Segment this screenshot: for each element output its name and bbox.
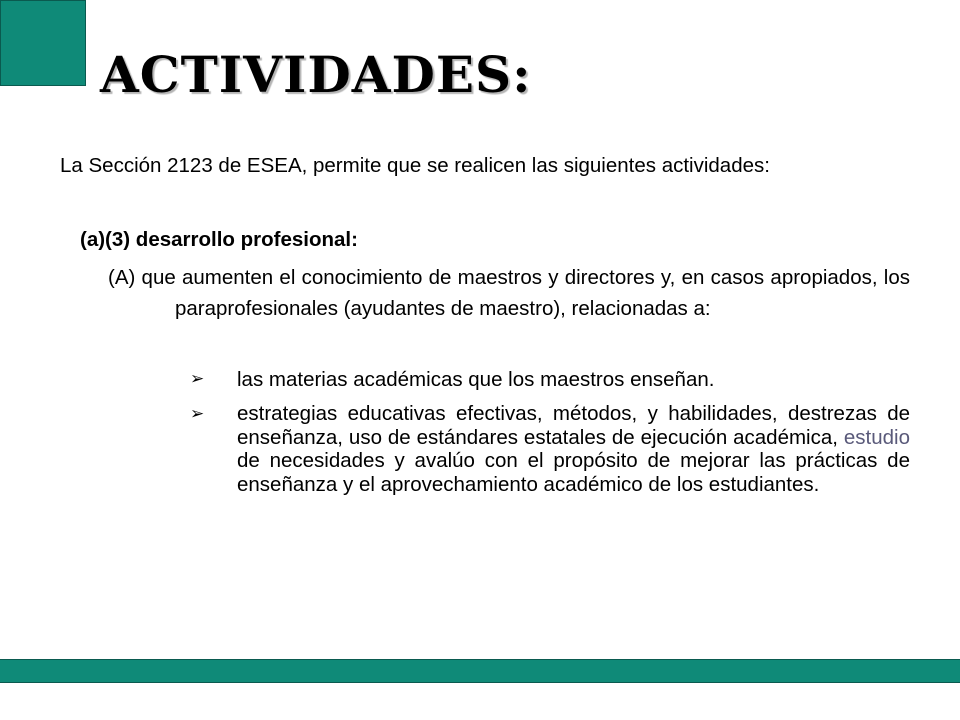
corner-accent-square [0,0,86,86]
footer-accent-bar [0,659,960,683]
bullet-text: las materias académicas que los maestros enseñan. [237,368,715,391]
bullet-list [190,364,910,503]
highlighted-text: estudio [843,425,910,449]
slide-title: ACTIVIDADES: [100,45,532,104]
item-a-paragraph: (A) que aumenten el conocimiento de maestros y directores y, en casos apropiados, los paraprofesionales (ayudantes de maestro), relacionadas a: [108,266,910,320]
bullet-text [237,402,910,496]
intro-paragraph: La Sección 2123 de ESEA, permite que se realicen las siguientes actividades: [60,154,770,177]
section-heading: (a)(3) desarrollo profesional: [80,228,358,251]
arrow-bullet-icon: ➢ [190,369,205,389]
bullet-text-start: estrategias educativas efectivas, métodos, y habilidades, destrezas de enseñanza, uso de estándares estatales de ejecución académica, [237,402,910,449]
arrow-bullet-icon: ➢ [190,404,205,424]
bullet-text-end: de necesidades y avalúo con el propósito de mejorar las prácticas de enseñanza y el aprovechamiento académico de los estudiantes. [237,449,910,496]
list-item [190,364,910,395]
list-item [190,402,910,496]
